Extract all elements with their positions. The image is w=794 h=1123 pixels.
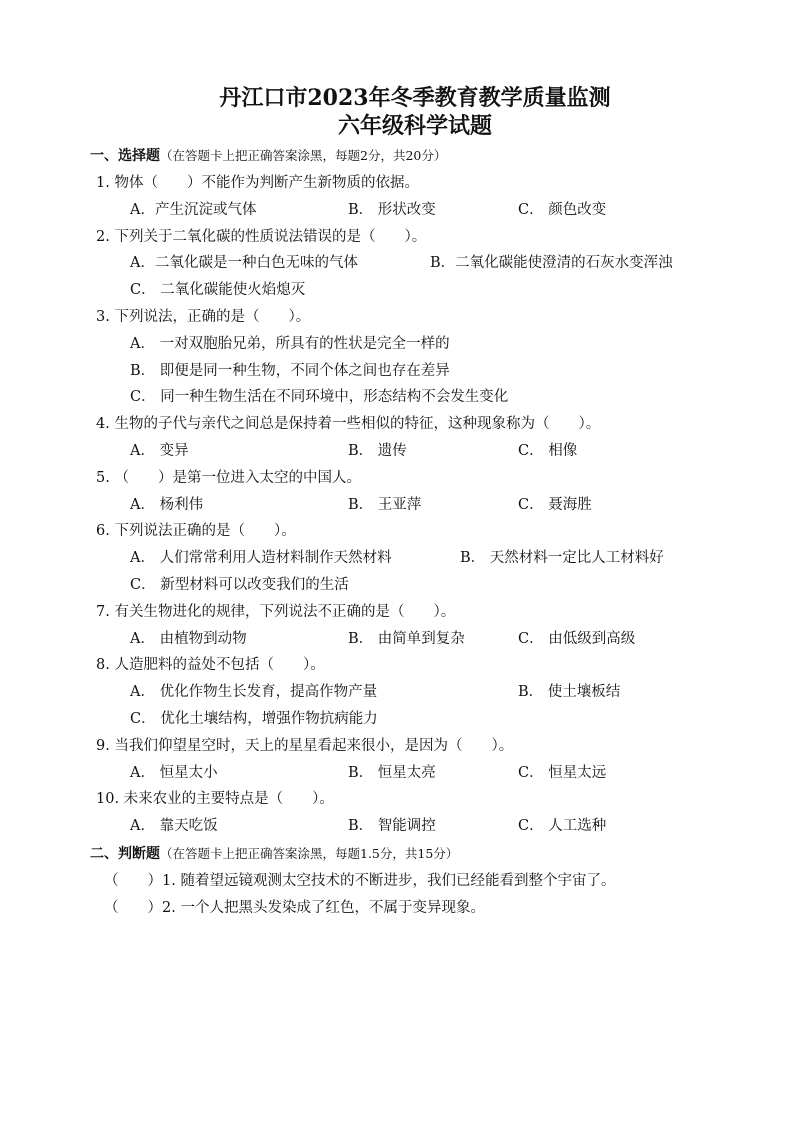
- options-5: [96, 492, 724, 519]
- options-9: [96, 760, 724, 787]
- options-6-row2: [96, 572, 724, 599]
- options-8: [96, 679, 724, 706]
- judgment-2: （ ）2. 一个人把黑头发染成了红色，不属于变异现象。: [104, 899, 485, 916]
- question-10: 10. 未来农业的主要特点是（ ）。: [96, 791, 334, 808]
- options-10: [96, 813, 724, 840]
- options-8-row2: [96, 706, 724, 733]
- options-2-row2: [96, 277, 724, 304]
- section-choice-header: [90, 146, 724, 166]
- question-7: 7. 有关生物进化的规律，下列说法不正确的是（ ）。: [96, 603, 456, 620]
- section-title: 二、判断题: [90, 845, 160, 862]
- option-b: B．二氧化碳能使澄清的石灰水变浑浊: [430, 255, 673, 272]
- options-3-b: [96, 358, 724, 385]
- option-a: A． 人们常常利用人造材料制作天然材料: [130, 550, 392, 567]
- option-b: B． 恒星太亮: [348, 764, 436, 781]
- option-c: C． 恒星太远: [518, 764, 607, 781]
- options-3-c: [96, 384, 724, 411]
- section-title: 一、选择题: [90, 148, 160, 164]
- option-b: B． 天然材料一定比人工材料好: [460, 550, 664, 567]
- option-c: C． 聂海胜: [518, 496, 592, 513]
- question-6: 6. 下列说法正确的是（ ）。: [96, 523, 296, 540]
- options-3-a: [96, 331, 724, 358]
- exam-title: 丹江口市2023年冬季教育教学质量监测: [219, 85, 611, 111]
- question-1: 1. 物体（ ）不能作为判断产生新物质的依据。: [96, 175, 419, 191]
- option-c: C． 二氧化碳能使火焰熄灭: [130, 282, 306, 299]
- option-b: B． 智能调控: [348, 818, 436, 835]
- question-2: 2. 下列关于二氧化碳的性质说法错误的是（ ）。: [96, 228, 427, 245]
- judgment-1: （ ）1. 随着望远镜观测太空技术的不断进步，我们已经能看到整个宇宙了。: [104, 872, 616, 889]
- option-c: C． 同一种生物生活在不同环境中，形态结构不会发生变化: [130, 389, 509, 406]
- exam-subtitle: 六年级科学试题: [337, 113, 492, 139]
- option-a: A．产生沉淀或气体: [130, 201, 257, 218]
- question-3: 3. 下列说法，正确的是（ ）。: [96, 308, 311, 325]
- option-b: B． 由简单到复杂: [348, 630, 465, 647]
- option-b: B． 遗传: [348, 442, 407, 459]
- option-c: C． 新型材料可以改变我们的生活: [130, 576, 349, 593]
- section-judge-header: [90, 844, 724, 864]
- question-5: 5. （ ）是第一位进入太空的中国人。: [96, 469, 361, 486]
- options-1: [96, 197, 724, 224]
- option-c: C． 优化土壤结构，增强作物抗病能力: [130, 710, 378, 727]
- option-a: A． 杨利伟: [130, 496, 204, 513]
- option-b: B． 即便是同一种生物，不同个体之间也存在差异: [130, 362, 450, 379]
- question-8: 8. 人造肥料的益处不包括（ ）。: [96, 657, 325, 674]
- option-a: A．二氧化碳是一种白色无味的气体: [130, 255, 358, 272]
- option-c: C． 颜色改变: [518, 201, 607, 218]
- options-4: [96, 438, 724, 465]
- option-b: B． 使土壤板结: [518, 684, 621, 701]
- section-note: （在答题卡上把正确答案涂黑，每题1.5分，共15分）: [160, 845, 459, 861]
- option-c: C． 相像: [518, 442, 578, 459]
- question-4: 4. 生物的子代与亲代之间总是保持着一些相似的特征，这种现象称为（ ）。: [96, 416, 601, 433]
- options-6: [96, 545, 724, 572]
- option-a: A． 变异: [130, 442, 189, 459]
- option-a: A． 恒星太小: [130, 764, 218, 781]
- options-2: [96, 250, 724, 277]
- options-7: [96, 626, 724, 653]
- option-a: A． 由植物到动物: [130, 630, 247, 647]
- option-a: A． 优化作物生长发育，提高作物产量: [130, 684, 378, 701]
- option-b: B． 王亚萍: [348, 496, 422, 513]
- question-9: 9. 当我们仰望星空时，天上的星星看起来很小，是因为（ ）。: [96, 737, 514, 754]
- option-b: B． 形状改变: [348, 201, 436, 218]
- option-c: C． 人工选种: [518, 818, 607, 835]
- option-c: C． 由低级到高级: [518, 630, 636, 647]
- option-a: A． 靠天吃饭: [130, 818, 218, 835]
- section-note: （在答题卡上把正确答案涂黑，每题2分，共20分）: [160, 148, 447, 163]
- option-a: A． 一对双胞胎兄弟，所具有的性状是完全一样的: [130, 335, 450, 352]
